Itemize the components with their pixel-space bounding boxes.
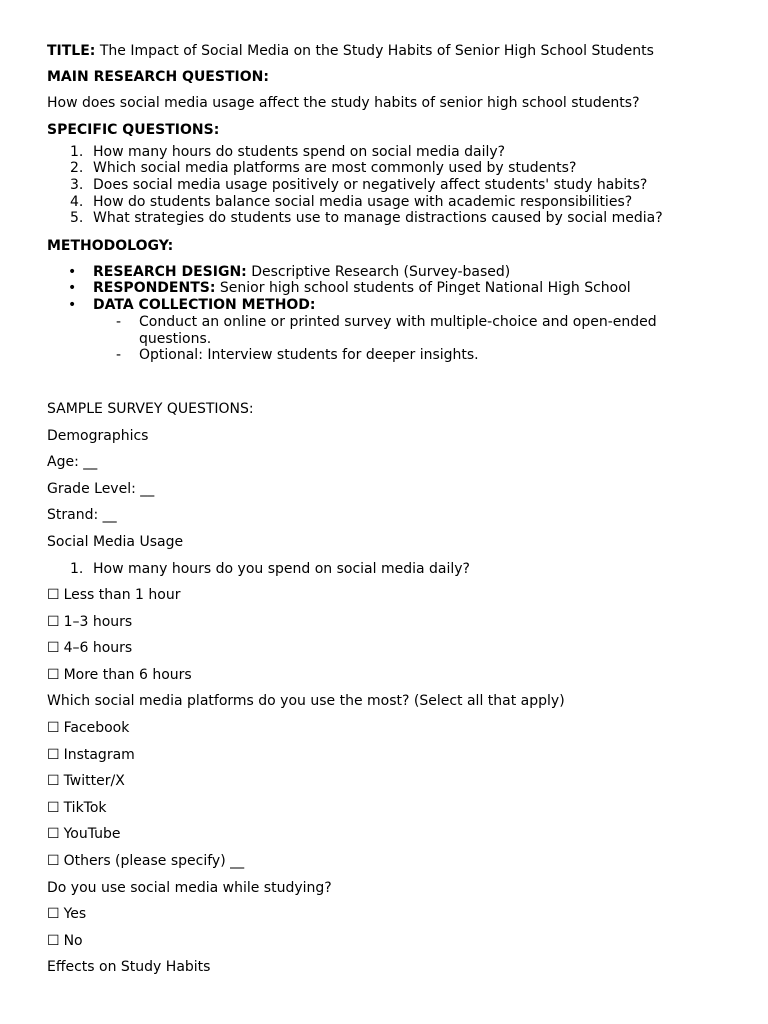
list-item bbox=[47, 264, 727, 281]
checkbox-icon[interactable]: ☐ bbox=[47, 906, 60, 923]
option-less-than-1-hour[interactable] bbox=[47, 586, 727, 613]
bullet-icon: • bbox=[68, 280, 77, 297]
list-item bbox=[47, 177, 727, 194]
bullet-icon: • bbox=[68, 297, 77, 314]
list-item bbox=[47, 194, 727, 211]
item-number: 1. bbox=[70, 143, 84, 160]
main-question-heading: MAIN RESEARCH QUESTION: bbox=[47, 68, 269, 85]
methodology-list bbox=[47, 264, 727, 364]
dash-marker: - bbox=[116, 347, 122, 364]
checkbox-icon[interactable]: ☐ bbox=[47, 773, 60, 790]
list-item bbox=[47, 210, 727, 227]
option-twitter-x[interactable] bbox=[47, 772, 727, 799]
option-label: Others (please specify) __ bbox=[63, 853, 245, 870]
option-1-3-hours[interactable] bbox=[47, 613, 727, 640]
item-number: 2. bbox=[70, 160, 84, 177]
option-label: YouTube bbox=[63, 826, 121, 843]
list-item bbox=[47, 160, 727, 177]
document-content bbox=[47, 42, 727, 985]
checkbox-icon[interactable]: ☐ bbox=[47, 666, 60, 683]
checkbox-icon[interactable]: ☐ bbox=[47, 932, 60, 949]
dash-marker: - bbox=[116, 313, 122, 330]
checkbox-icon[interactable]: ☐ bbox=[47, 853, 60, 870]
option-label: Facebook bbox=[63, 720, 130, 737]
usage-heading: Social Media Usage bbox=[47, 533, 184, 550]
age-field: Age: __ bbox=[47, 454, 98, 471]
list-item bbox=[47, 280, 727, 297]
item-text: What strategies do students use to manage distractions caused by social media? bbox=[93, 210, 663, 227]
item-number: 5. bbox=[70, 210, 84, 227]
main-question-text: How does social media usage affect the study habits of senior high school students? bbox=[47, 95, 640, 112]
spacer bbox=[47, 227, 727, 237]
question-number: 1. bbox=[70, 560, 84, 577]
research-design-label: RESEARCH DESIGN: bbox=[93, 263, 247, 280]
bullet-icon: • bbox=[68, 263, 77, 280]
list-item bbox=[47, 144, 727, 161]
option-label: Less than 1 hour bbox=[63, 587, 181, 604]
checkbox-icon[interactable]: ☐ bbox=[47, 613, 60, 630]
option-label: Instagram bbox=[63, 746, 135, 763]
option-label: Yes bbox=[63, 906, 87, 923]
specific-questions-list bbox=[47, 144, 727, 227]
title-text: The Impact of Social Media on the Study Habits of Senior High School Students bbox=[99, 43, 654, 59]
item-text: How do students balance social media usage with academic responsibilities? bbox=[93, 193, 633, 210]
grade-level-field: Grade Level: __ bbox=[47, 480, 155, 497]
option-label: 4–6 hours bbox=[63, 640, 133, 657]
item-number: 4. bbox=[70, 193, 84, 210]
item-text: Does social media usage positively or negatively affect students' study habits? bbox=[93, 177, 648, 194]
data-collection-list bbox=[93, 314, 727, 364]
option-instagram[interactable] bbox=[47, 746, 727, 773]
item-text: Optional: Interview students for deeper insights. bbox=[139, 347, 479, 364]
effects-heading: Effects on Study Habits bbox=[47, 959, 211, 976]
option-label: Twitter/X bbox=[63, 773, 125, 790]
survey-heading: SAMPLE SURVEY QUESTIONS: bbox=[47, 400, 254, 417]
list-item bbox=[47, 297, 727, 364]
checkbox-icon[interactable]: ☐ bbox=[47, 640, 60, 657]
item-number: 3. bbox=[70, 177, 84, 194]
question-3-text: Do you use social media while studying? bbox=[47, 879, 332, 896]
option-label: No bbox=[63, 932, 83, 949]
item-text: Which social media platforms are most commonly used by students? bbox=[93, 160, 577, 177]
title-label: TITLE: bbox=[47, 43, 96, 59]
option-more-than-6-hours[interactable] bbox=[47, 666, 727, 693]
title-line bbox=[47, 42, 727, 68]
checkbox-icon[interactable]: ☐ bbox=[47, 587, 60, 604]
checkbox-icon[interactable]: ☐ bbox=[47, 746, 60, 763]
option-no[interactable] bbox=[47, 932, 727, 959]
strand-field: Strand: __ bbox=[47, 507, 117, 524]
list-item bbox=[93, 347, 727, 364]
checkbox-icon[interactable]: ☐ bbox=[47, 799, 60, 816]
spacer bbox=[47, 364, 727, 400]
methodology-heading: METHODOLOGY: bbox=[47, 238, 174, 255]
option-others[interactable] bbox=[47, 852, 727, 879]
option-youtube[interactable] bbox=[47, 825, 727, 852]
respondents-label: RESPONDENTS: bbox=[93, 280, 216, 297]
option-4-6-hours[interactable] bbox=[47, 639, 727, 666]
specific-questions-heading: SPECIFIC QUESTIONS: bbox=[47, 121, 220, 138]
item-text: How many hours do students spend on social media daily? bbox=[93, 143, 506, 160]
list-item bbox=[93, 314, 727, 347]
checkbox-icon[interactable]: ☐ bbox=[47, 720, 60, 737]
question-text: How many hours do you spend on social media daily? bbox=[93, 560, 470, 577]
option-label: TikTok bbox=[63, 799, 107, 816]
demographics-heading: Demographics bbox=[47, 427, 149, 444]
checkbox-icon[interactable]: ☐ bbox=[47, 826, 60, 843]
option-tiktok[interactable] bbox=[47, 799, 727, 826]
question-1 bbox=[47, 560, 727, 587]
option-yes[interactable] bbox=[47, 905, 727, 932]
item-text: Conduct an online or printed survey with multiple-choice and open-ended questions. bbox=[139, 313, 657, 347]
option-facebook[interactable] bbox=[47, 719, 727, 746]
respondents-text: Senior high school students of Pinget National High School bbox=[219, 280, 631, 297]
option-label: More than 6 hours bbox=[63, 666, 192, 683]
data-collection-label: DATA COLLECTION METHOD: bbox=[93, 297, 316, 314]
question-2-text: Which social media platforms do you use the most? (Select all that apply) bbox=[47, 693, 565, 710]
option-label: 1–3 hours bbox=[63, 613, 133, 630]
research-design-text: Descriptive Research (Survey-based) bbox=[251, 263, 511, 280]
